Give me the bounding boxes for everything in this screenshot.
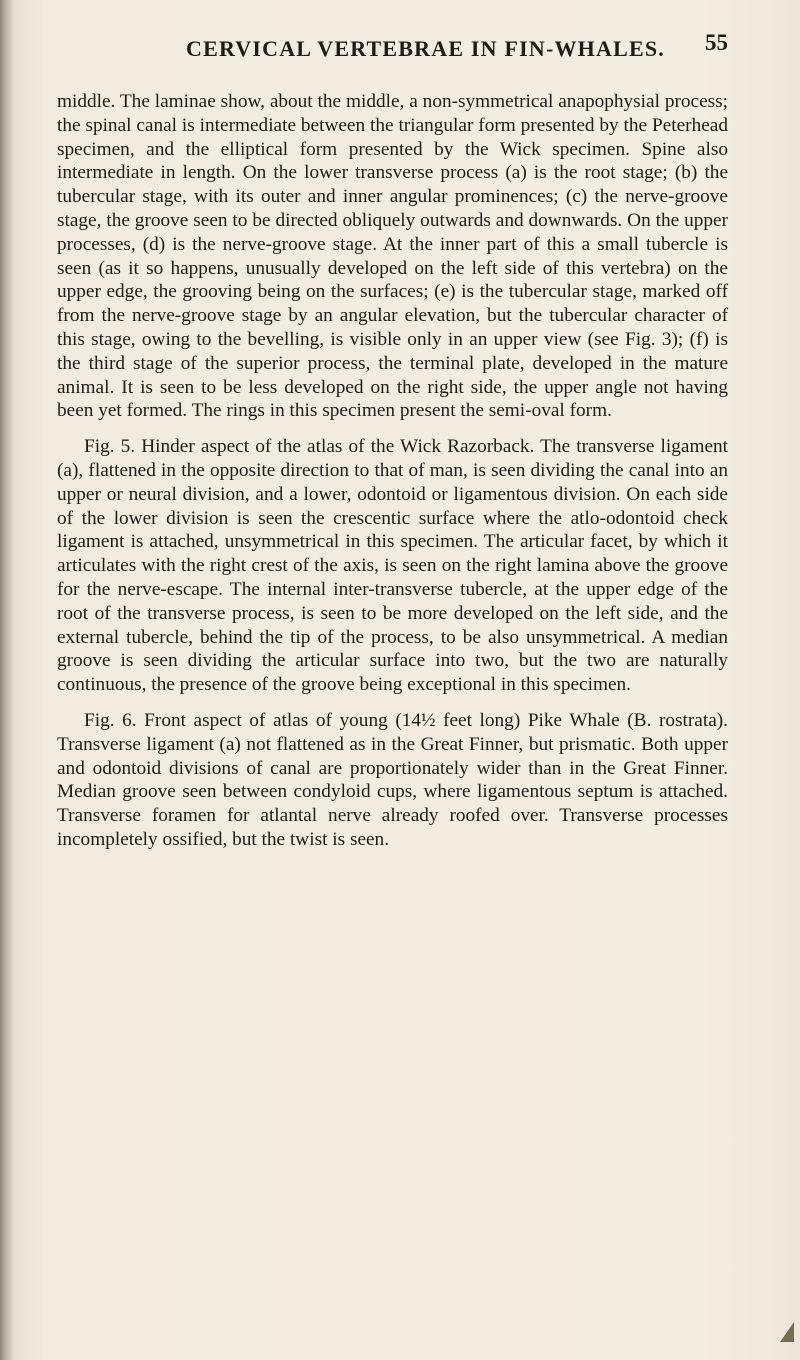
running-title: CERVICAL VERTEBRAE IN FIN-WHALES. xyxy=(186,36,665,61)
page-corner-mark xyxy=(780,1322,794,1342)
paragraph-fig-6: Fig. 6. Front aspect of atlas of young (14½ feet long) Pike Whale (B. rostrata). Transverse ligament (a) not flattened as in the Great Finner, but prismatic. Both upper and odontoid divisions of canal are proportionately wider than in the Great Finner. Median groove seen between condyloid cups, where ligamentous septum is attached. Transverse foramen for atlantal nerve already roofed over. Transverse processes incompletely ossified, but the twist is seen. xyxy=(57,709,728,850)
body-text xyxy=(57,90,728,864)
paragraph-fig-5: Fig. 5. Hinder aspect of the atlas of the Wick Razorback. The transverse ligament (a), flattened in the opposite direction to that of man, is seen dividing the canal into an upper or neural division, and a lower, odontoid or ligamentous division. On each side of the lower division is seen the crescentic surface where the atlo-odontoid check ligament is attached, unsymmetrical in this specimen. The articular facet, by which it articulates with the right crest of the axis, is seen on the right lamina above the groove for the nerve-escape. The internal inter-transverse tubercle, at the upper edge of the root of the transverse process, is seen to be more developed on the left side, and the external tubercle, behind the tip of the process, to be also unsymmetrical. A median groove is seen dividing the articular surface into two, but the two are naturally continuous, the presence of the groove being exceptional in this specimen. xyxy=(57,436,728,696)
page-number: 55 xyxy=(705,30,728,55)
paragraph-continued: middle. The laminae show, about the middle, a non-symmetrical anapophysial process; the spinal canal is intermediate between the triangular form presented by the Peterhead specimen, and the elliptical form presented by the Wick specimen. Spine also intermediate in length. On the lower transverse process (a) is the root stage; (b) the tubercular stage, with its outer and inner angular prominences; (c) the nerve-groove stage, the groove seen to be directed obliquely outwards and downwards. On the upper processes, (d) is the nerve-groove stage. At the inner part of this a small tubercle is seen (as it so happens, unusually developed on the left side of this vertebra) on the upper edge, the grooving being on the surfaces; (e) is the tubercular stage, marked off from the nerve-groove stage by an angular elevation, but the tubercular character of this stage, owing to the bevelling, is visible only in an upper view (see Fig. 3); (f) is the third stage of the superior process, the terminal plate, developed in the mature animal. It is seen to be less developed on the right side, the upper angle not having been yet formed. The rings in this specimen present the semi-oval form. xyxy=(57,91,728,422)
page-header xyxy=(56,30,728,70)
binding-shadow xyxy=(0,0,14,1360)
